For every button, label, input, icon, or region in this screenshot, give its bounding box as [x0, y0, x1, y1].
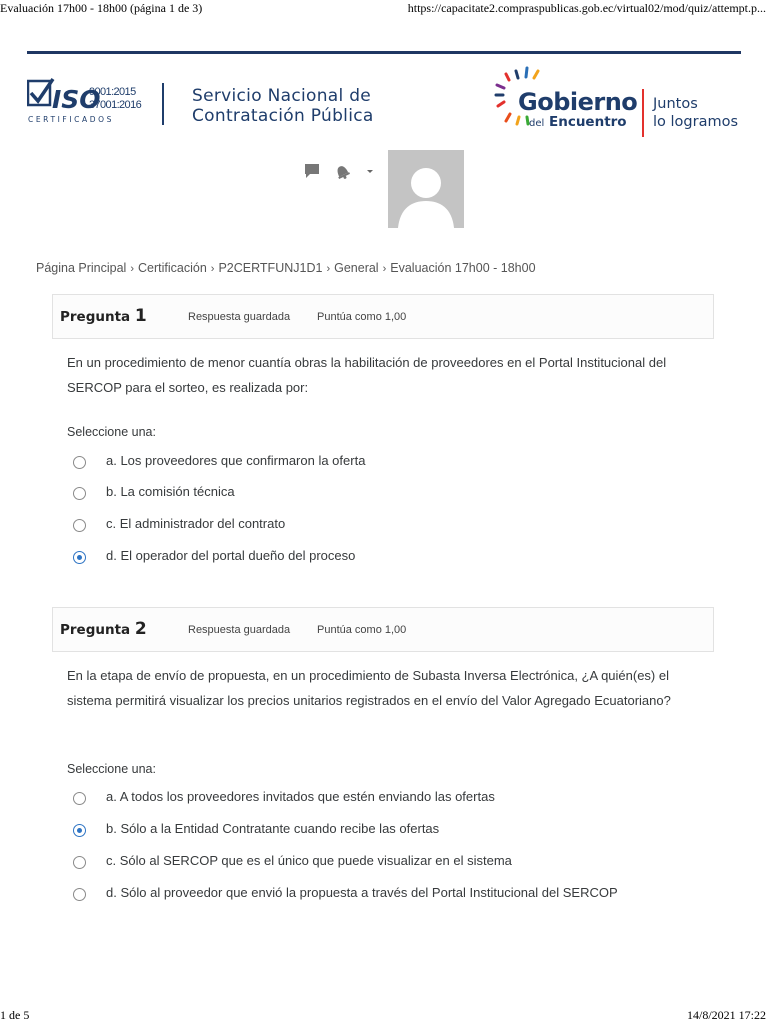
iso-certified-label: CERTIFICADOS — [28, 115, 114, 124]
print-header — [0, 0, 768, 20]
option-label[interactable]: a. Los proveedores que confirmaron la oferta — [106, 453, 366, 468]
question-1-title — [60, 306, 147, 326]
slogan-line1: Juntos — [653, 96, 698, 112]
question-2-prompt: Seleccione una: — [67, 762, 156, 776]
option-label[interactable]: b. La comisión técnica — [106, 484, 235, 499]
question-2-label: Pregunta — [60, 622, 131, 638]
breadcrumb-chevron-icon: › — [210, 263, 215, 275]
sercop-logo — [192, 86, 374, 126]
option-label[interactable]: d. El operador del portal dueño del proceso — [106, 548, 356, 563]
question-1-option-c[interactable] — [71, 514, 691, 536]
sercop-logo-line1: Servicio Nacional de — [192, 86, 372, 106]
question-2-text: En la etapa de envío de propuesta, en un procedimiento de Subasta Inversa Electrónica, ¿A quién(es) el sistema permitirá visualizar los precios unitarios registrados en el envío del Valor Agregado Ecuatoriano? — [67, 668, 671, 708]
print-page-count: 1 de 5 — [0, 1008, 30, 1022]
notifications-bell-icon[interactable] — [333, 162, 351, 180]
messages-icon[interactable] — [303, 162, 321, 180]
option-label[interactable]: b. Sólo a la Entidad Contratante cuando recibe las ofertas — [106, 821, 440, 836]
question-1-option-d[interactable] — [71, 546, 691, 568]
question-1-label: Pregunta — [60, 309, 131, 325]
user-avatar-placeholder-icon — [388, 150, 464, 228]
radio-button[interactable] — [73, 792, 86, 805]
breadcrumb-chevron-icon: › — [326, 263, 331, 275]
question-2-grade: Puntúa como 1,00 — [317, 624, 407, 636]
question-1-state: Respuesta guardada — [188, 311, 291, 323]
question-1-prompt: Seleccione una: — [67, 425, 156, 439]
breadcrumb-certificacion[interactable]: Certificación — [138, 261, 207, 275]
radio-button[interactable] — [73, 456, 86, 469]
gobierno-title: Gobierno — [518, 88, 638, 116]
radio-button[interactable] — [73, 519, 86, 532]
question-2-option-d[interactable] — [71, 883, 691, 905]
question-2-info — [52, 607, 714, 652]
breadcrumb-home[interactable]: Página Principal — [36, 261, 127, 275]
gobierno-divider — [642, 89, 644, 137]
option-label[interactable]: a. A todos los proveedores invitados que estén enviando las ofertas — [106, 789, 495, 804]
radio-button-selected[interactable] — [73, 551, 86, 564]
breadcrumb — [36, 261, 536, 275]
option-label[interactable]: d. Sólo al proveedor que envió la propuesta a través del Portal Institucional del SERCOP — [106, 885, 618, 900]
gobierno-subtitle — [529, 114, 627, 130]
iso-code-2: 37001:2016 — [89, 99, 142, 111]
print-page-title: Evaluación 17h00 - 18h00 (página 1 de 3) — [0, 1, 203, 15]
print-url: https://capacitate2.compraspublicas.gob.ec/virtual02/mod/quiz/attempt.p... — [407, 1, 766, 15]
question-1-text: En un procedimiento de menor cuantía obras la habilitación de proveedores en el Portal Institucional del SERCOP para el sorteo, es realizada por: — [67, 355, 667, 395]
gobierno-slogan — [653, 95, 738, 131]
header-divider — [27, 51, 741, 54]
radio-button[interactable] — [73, 856, 86, 869]
iso-code-1: 9001:2015 — [89, 86, 136, 98]
question-1-number: 1 — [134, 306, 147, 326]
user-avatar[interactable] — [388, 150, 464, 228]
gobierno-encuentro: Encuentro — [548, 114, 627, 130]
breadcrumb-quiz[interactable]: Evaluación 17h00 - 18h00 — [390, 261, 536, 275]
question-1-option-a[interactable] — [71, 451, 691, 473]
radio-button[interactable] — [73, 487, 86, 500]
breadcrumb-chevron-icon: › — [382, 263, 387, 275]
iso-label: ISO — [52, 85, 101, 114]
breadcrumb-chevron-icon: › — [130, 263, 135, 275]
option-label[interactable]: c. Sólo al SERCOP que es el único que puede visualizar en el sistema — [106, 853, 512, 868]
question-2-state: Respuesta guardada — [188, 624, 291, 636]
question-2-number: 2 — [134, 619, 147, 639]
user-menu-caret-icon[interactable] — [365, 166, 375, 176]
radio-button[interactable] — [73, 888, 86, 901]
gobierno-del: del — [529, 118, 545, 129]
sercop-logo-divider — [162, 83, 164, 125]
radio-button-selected[interactable] — [73, 824, 86, 837]
question-1-grade: Puntúa como 1,00 — [317, 311, 407, 323]
gobierno-logo — [492, 66, 744, 138]
question-2-option-b[interactable] — [71, 819, 691, 841]
iso-certification-logo — [27, 78, 142, 126]
breadcrumb-course[interactable]: P2CERTFUNJ1D1 — [218, 261, 323, 275]
question-2-option-c[interactable] — [71, 851, 691, 873]
question-2-option-a[interactable] — [71, 787, 691, 809]
breadcrumb-general[interactable]: General — [334, 261, 379, 275]
question-1-option-b[interactable] — [71, 482, 691, 504]
question-2-title — [60, 619, 147, 639]
slogan-line2: lo logramos — [653, 114, 739, 130]
print-datetime: 14/8/2021 17:22 — [686, 1008, 766, 1022]
option-label[interactable]: c. El administrador del contrato — [106, 516, 286, 531]
sercop-logo-line2: Contratación Pública — [192, 106, 374, 126]
question-1-info — [52, 294, 714, 339]
